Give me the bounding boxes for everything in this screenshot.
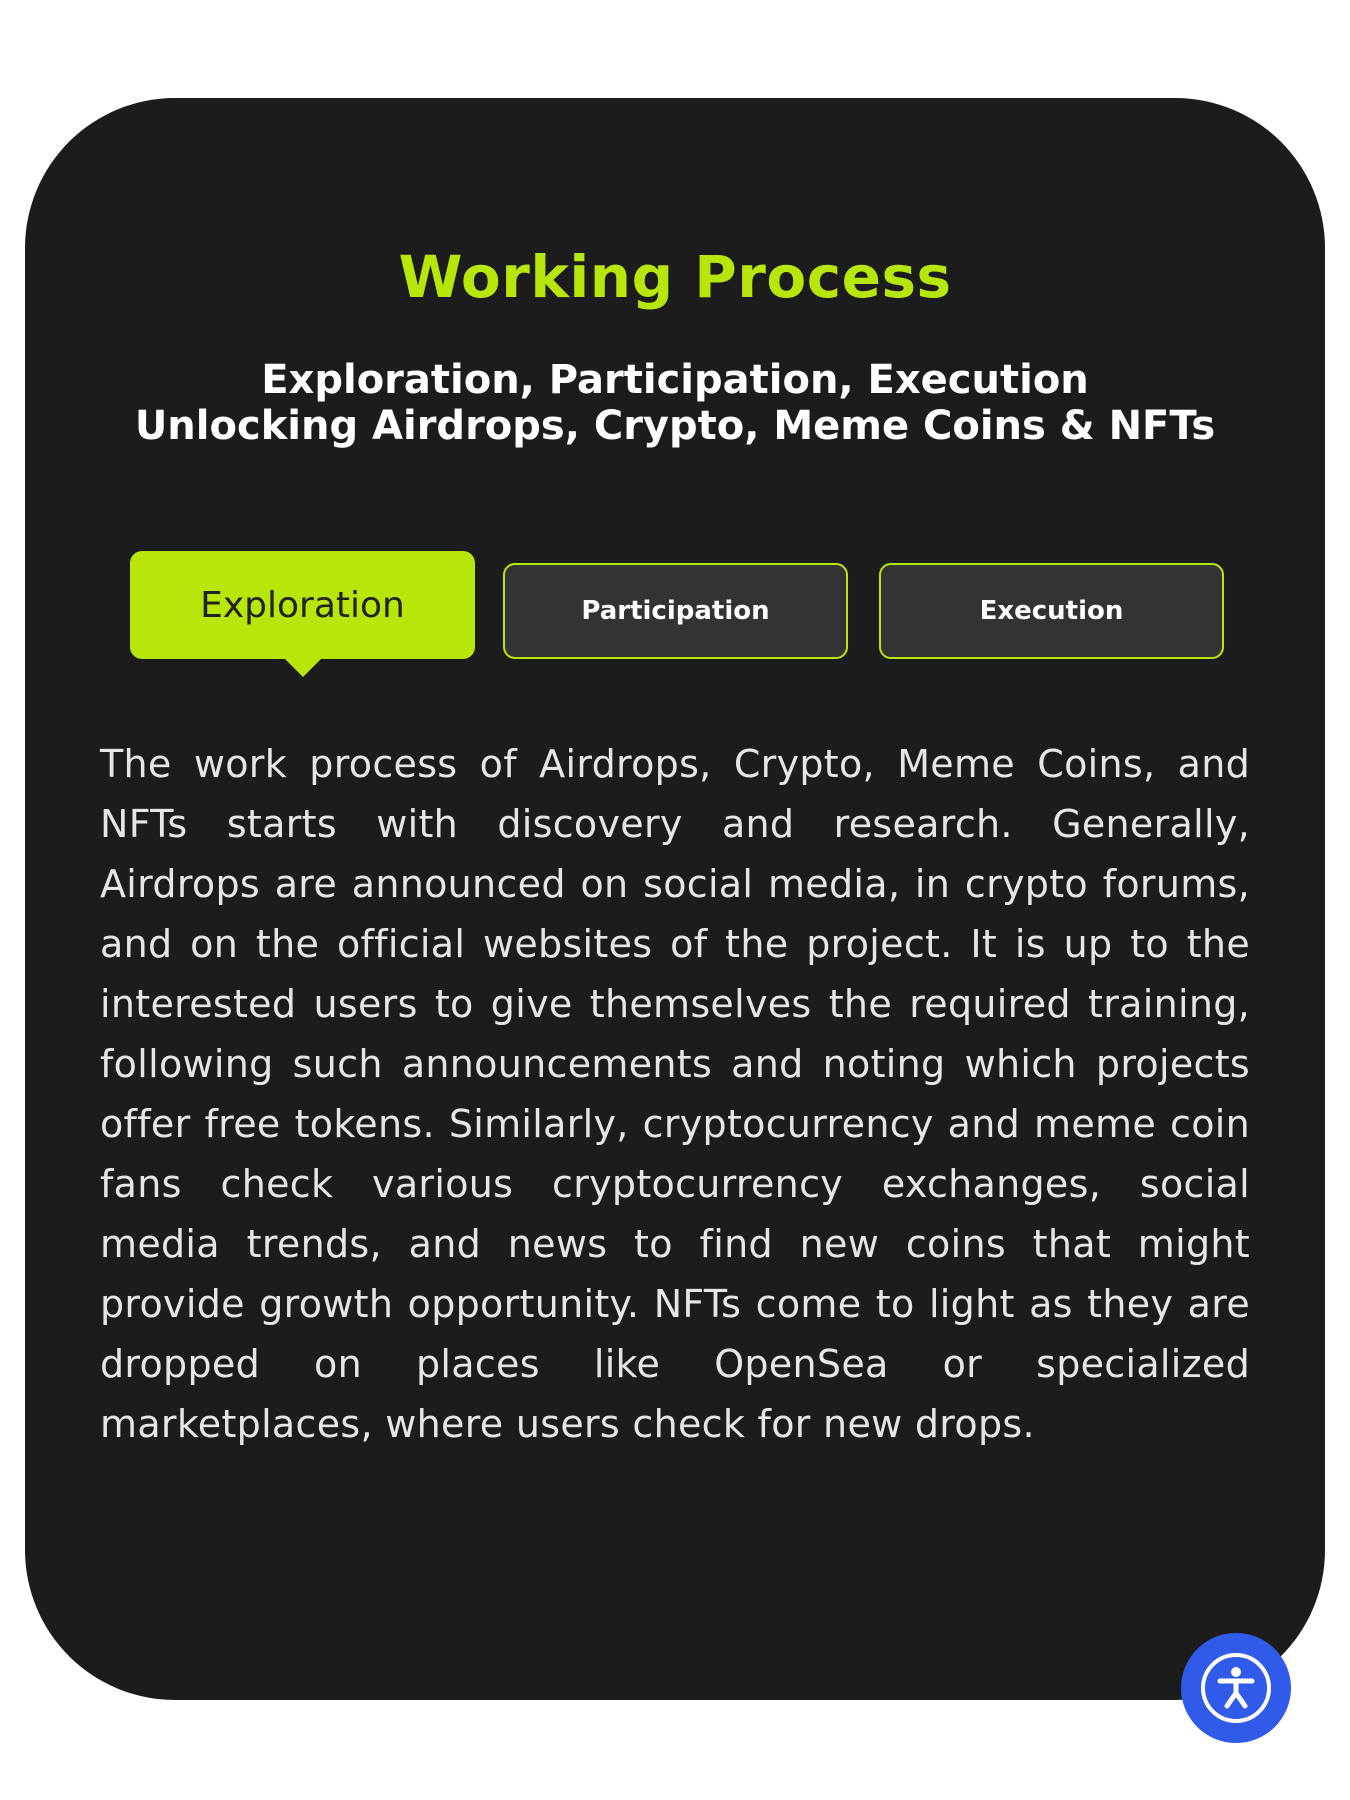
section-title: Working Process <box>398 243 952 311</box>
accessibility-button[interactable] <box>1181 1633 1291 1743</box>
tab-exploration[interactable] <box>130 551 475 659</box>
accessibility-icon <box>1201 1653 1271 1723</box>
tab-exploration-label: Exploration <box>200 584 405 626</box>
subtitle-line-1: Exploration, Participation, Execution <box>261 357 1089 403</box>
tab-execution[interactable] <box>879 563 1224 659</box>
active-tab-pointer <box>285 659 321 677</box>
section-subtitle <box>0 357 1350 449</box>
tab-participation[interactable] <box>503 563 848 659</box>
tab-content-text: The work process of Airdrops, Crypto, Meme Coins, and NFTs starts with discovery and research. Generally, Airdrops are announced on social media, in crypto forums, and on the official websites of the project. It is up to the interested users to give themselves the required training, following such announcements and noting which projects offer free tokens. Similarly, cryptocurrency and meme coin fans check various cryptocurrency exchanges, social media trends, and news to find new coins that might provide growth opportunity. NFTs come to light as they are dropped on places like OpenSea or specialized marketplaces, where users check for new drops. <box>100 742 1250 1446</box>
subtitle-line-2: Unlocking Airdrops, Crypto, Meme Coins & NFTs <box>134 403 1216 449</box>
tab-participation-label: Participation <box>581 596 770 626</box>
tab-execution-label: Execution <box>979 596 1124 626</box>
